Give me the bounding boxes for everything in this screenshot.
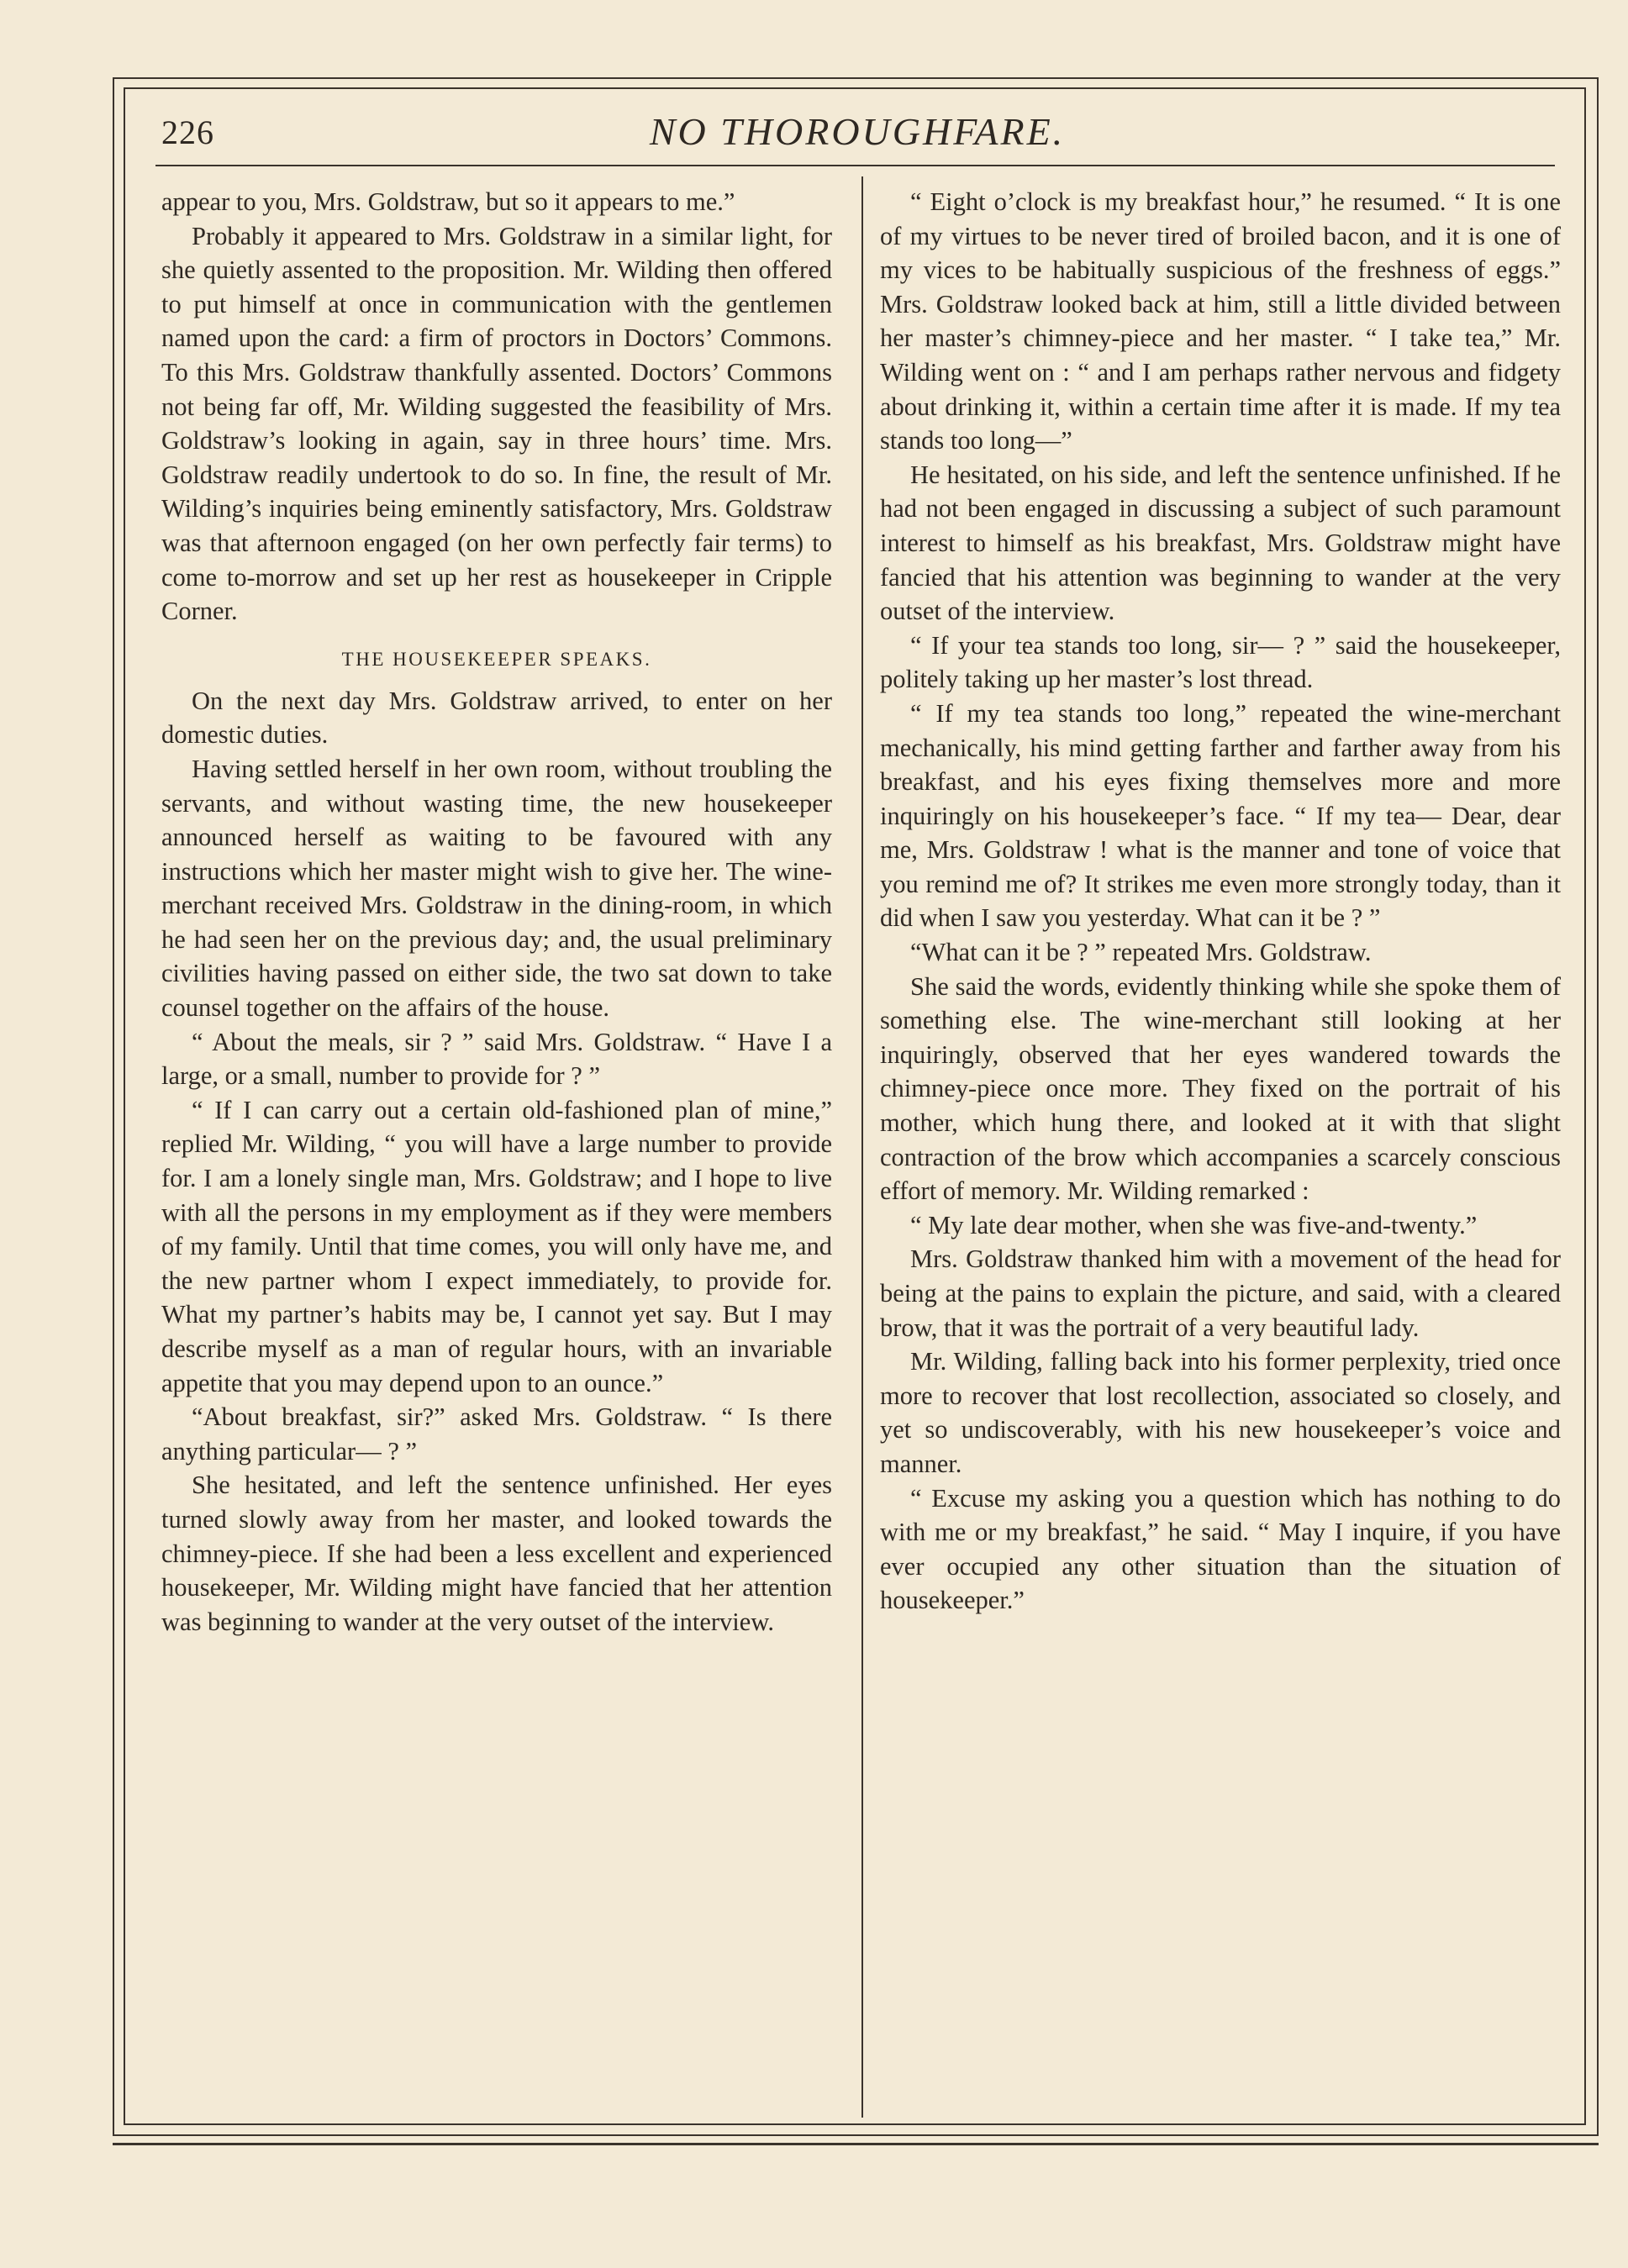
page-border-bottom-rule bbox=[113, 2143, 1599, 2145]
paragraph: Mr. Wilding, falling back into his former perplexity, tried once more to recover that lost recollection, associated so closely, and yet so undiscoverably, with his new housekeeper’s voice and manner. bbox=[880, 1347, 1561, 1478]
paragraph: “ Eight o’clock is my breakfast hour,” he resumed. “ It is one of my virtues to be never tired of broiled bacon, and it is one of my vices to be habitually suspicious of the freshness of eggs.” Mrs. Goldstraw looked back at him, still a little divided between her master’s chimney-piece and her master. “ I take tea,” Mr. Wilding went on : “ and I am perhaps rather nervous and fidgety about drinking it, within a certain time after it is made. If my tea stands too long—” bbox=[880, 187, 1561, 455]
column-divider bbox=[861, 176, 863, 2118]
paragraph: “What can it be ? ” repeated Mrs. Goldstraw. bbox=[910, 938, 1372, 967]
paragraph: “ If your tea stands too long, sir— ? ” said the housekeeper, politely taking up her master’s lost thread. bbox=[880, 630, 1561, 694]
paragraph: “ Excuse my asking you a question which has nothing to do with me or my breakfast,” he said. “ May I inquire, if you have ever occupied any other situation than the situation of housekeeper.” bbox=[880, 1483, 1561, 1615]
paragraph: On the next day Mrs. Goldstraw arrived, to enter on her domestic duties. bbox=[161, 686, 832, 750]
paragraph: “ If I can carry out a certain old-fashioned plan of mine,” replied Mr. Wilding, “ you will have a large number to provide for. I am a lonely single man, Mrs. Goldstraw; and I hope to live with all the persons in my employment as if they were members of my family. Until that time comes, you will only have me, and the new partner whom I expect immediately, to provide for. What my partner’s habits may be, I cannot yet say. But I may describe myself as a man of regular hours, with an invariable appetite that you may depend upon to an ounce.” bbox=[161, 1095, 832, 1397]
paragraph: Probably it appeared to Mrs. Goldstraw in a similar light, for she quietly assented to the proposition. Mr. Wilding then offered to put himself at once in communication with the gentlemen named upon the card: a firm of proctors in Doctors’ Commons. To this Mrs. Goldstraw thankfully assented. Doctors’ Commons not being far off, Mr. Wilding suggested the feasibility of Mrs. Goldstraw’s looking in again, say in three hours’ time. Mrs. Goldstraw readily undertook to do so. In fine, the result of Mr. Wilding’s inquiries being eminently satisfactory, Mrs. Goldstraw was that afternoon engaged (on her own perfectly fair terms) to come to-morrow and set up her rest as housekeeper in Cripple Corner. bbox=[161, 221, 832, 626]
paragraph: She hesitated, and left the sentence unfinished. Her eyes turned slowly away from her master, and looked towards the chimney-piece. If she had been a less excellent and experienced housekeeper, Mr. Wilding might have fancied that her attention was beginning to wander at the very outset of the interview. bbox=[161, 1471, 832, 1636]
paragraph: Mrs. Goldstraw thanked him with a movement of the head for being at the pains to explain the picture, and said, with a cleared brow, that it was the portrait of a very beautiful lady. bbox=[880, 1245, 1561, 1342]
paragraph: “ If my tea stands too long,” repeated the wine-merchant mechanically, his mind getting farther and farther away from his breakfast, and his eyes fixing themselves more and more inquiringly on his housekeeper’s face. “ If my tea— Dear, dear me, Mrs. Goldstraw ! what is the manner and tone of voice that you remind me of? It strikes me even more strongly today, than it did when I saw you yesterday. What can it be ? ” bbox=[880, 698, 1561, 933]
paragraph: “ My late dear mother, when she was five-and-twenty.” bbox=[910, 1210, 1478, 1239]
left-column bbox=[161, 185, 832, 1639]
paragraph: appear to you, Mrs. Goldstraw, but so it appears to me.” bbox=[161, 187, 735, 216]
paragraph: “ About the meals, sir ? ” said Mrs. Goldstraw. “ Have I a large, or a small, number to provide for ? ” bbox=[161, 1027, 832, 1091]
running-title: NO THOROUGHFARE. bbox=[649, 110, 1066, 153]
page-number: 226 bbox=[161, 113, 214, 151]
section-heading: THE HOUSEKEEPER SPEAKS. bbox=[341, 648, 652, 670]
paragraph: “About breakfast, sir?” asked Mrs. Goldstraw. “ Is there anything particular— ? ” bbox=[161, 1402, 832, 1466]
paragraph: Having settled herself in her own room, without troubling the servants, and without wasting time, the new housekeeper announced herself as waiting to be favoured with any instructions which her master might wish to give her. The wine-merchant received Mrs. Goldstraw in the dining-room, in which he had seen her on the previous day; and, the usual preliminary civilities having passed on either side, the two sat down to take counsel together on the affairs of the house. bbox=[161, 754, 832, 1023]
page-header bbox=[134, 101, 1580, 160]
right-column bbox=[880, 185, 1561, 1618]
paragraph: He hesitated, on his side, and left the sentence unfinished. If he had not been engaged in discussing a subject of such paramount interest to himself as his breakfast, Mrs. Goldstraw might have fancied that his attention was beginning to wander at the very outset of the interview. bbox=[880, 460, 1561, 626]
header-rule bbox=[155, 165, 1555, 166]
paragraph: She said the words, evidently thinking while she spoke them of something else. The wine-merchant still looking at her inquiringly, observed that her eyes wandered towards the chimney-piece once more. They fixed on the portrait of his mother, which hung there, and looked at it with that slight contraction of the brow which accompanies a scarcely conscious effort of memory. Mr. Wilding remarked : bbox=[880, 971, 1561, 1206]
